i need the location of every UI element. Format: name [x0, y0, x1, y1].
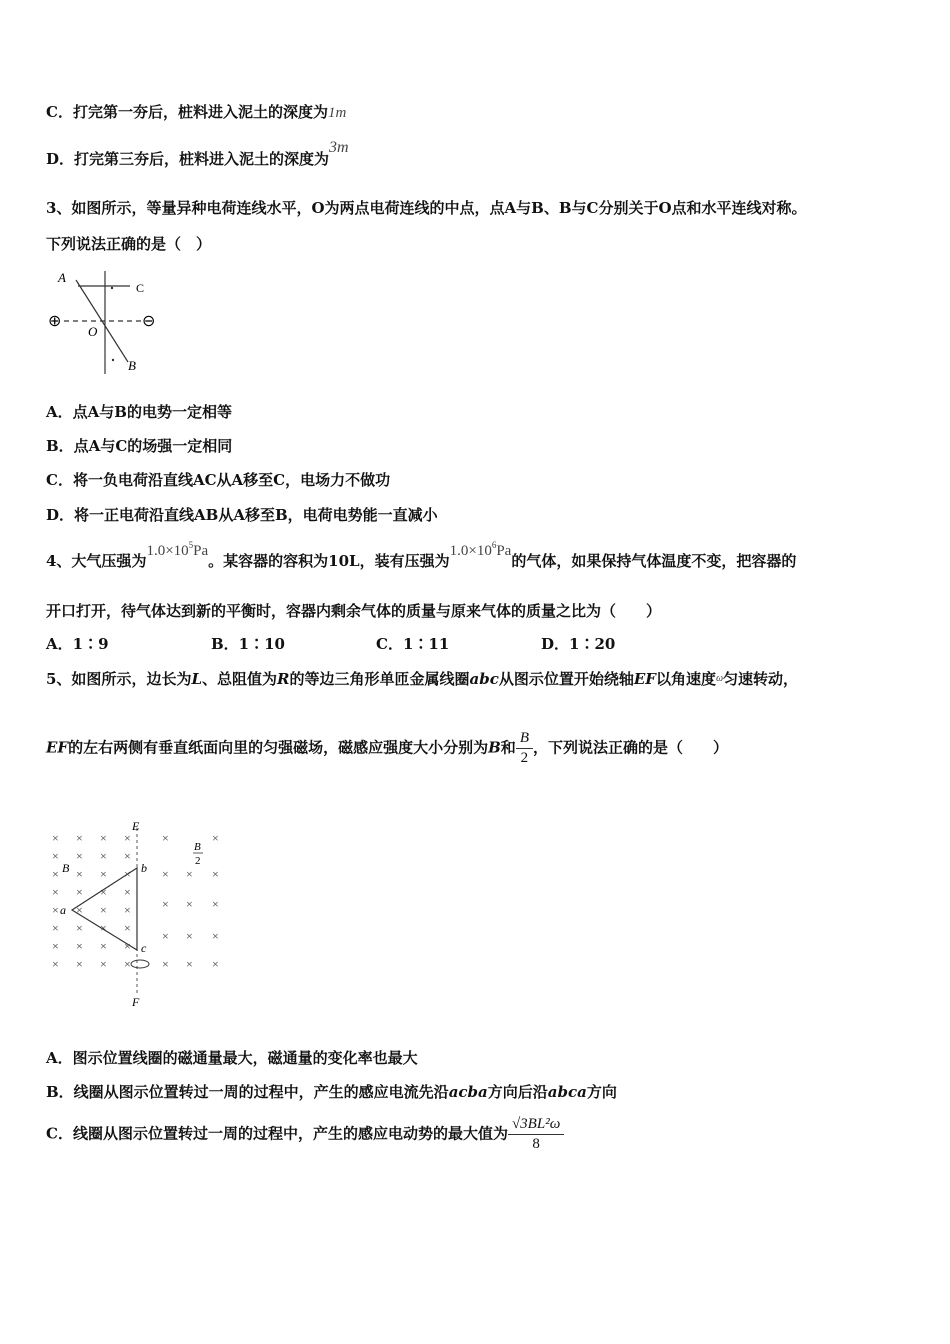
field-cross: × [100, 921, 107, 935]
max-emf-fraction: $\frac{\text{√3BL²ω}}{8}$ [508, 1116, 564, 1153]
q5-stem-line1: 5、如图所示，边长为L、总阻值为R的等边三角形单匝金属线圈abc从图示位置开始绕轴EF以角速度$^\omega$匀速转动， [46, 670, 799, 688]
q3-option-c: C．将一负电荷沿直线AC从A移至C，电场力不做功 [46, 471, 391, 489]
field-cross: × [100, 939, 107, 953]
q3-label-a: A [58, 270, 66, 285]
field-cross: × [100, 885, 107, 899]
atm-pressure: $1.0\times 10^5Pa$ [146, 540, 209, 559]
field-cross: × [212, 897, 219, 911]
q3-stem-line1: 3、如图所示，等量异种电荷连线水平，O为两点电荷连线的中点，点A与B、B与C分别关于O点和水平连线对称。 [46, 199, 807, 217]
field-cross: × [76, 957, 83, 971]
field-cross: × [162, 957, 169, 971]
field-cross: × [100, 957, 107, 971]
q5-option-c: C．线圈从图示位置转过一周的过程中，产生的感应电动势的最大值为 $\frac{\text{√3BL²ω}}{8}$ [46, 1116, 564, 1153]
field-cross: × [212, 831, 219, 845]
q3-option-b: B．点A与C的场强一定相同 [46, 437, 233, 455]
prev-option-d: D．打完第三夯后，桩料进入泥土的深度为3m [46, 139, 349, 168]
field-cross: × [124, 903, 131, 917]
omega-symbol: ω [715, 673, 724, 684]
q5-label-field-b: B [62, 861, 70, 875]
q4-stem-line2: 开口打开，待气体达到新的平衡时，容器内剩余气体的质量与原来气体的质量之比为（ ） [46, 602, 662, 620]
q3-option-d: D．将一正电荷沿直线AB从A移至B，电荷电势能一直减小 [46, 506, 438, 524]
q3-negative-charge-icon: ⊖ [142, 313, 156, 330]
field-cross: × [124, 867, 131, 881]
field-cross: × [162, 897, 169, 911]
field-cross: × [212, 929, 219, 943]
field-cross: × [162, 831, 169, 845]
q3-label-c: C [136, 281, 145, 295]
field-cross: × [124, 849, 131, 863]
field-cross: × [186, 929, 193, 943]
field-cross: × [52, 831, 59, 845]
container-pressure: $1.0\times 10^6Pa$ [449, 540, 512, 559]
field-cross: × [52, 849, 59, 863]
q5-label-half-b-num: B [194, 841, 201, 853]
field-cross: × [100, 903, 107, 917]
prev-option-c: C．打完第一夯后，桩料进入泥土的深度为1m [46, 103, 347, 121]
rotation-arrow-icon [131, 960, 149, 968]
q3-point-c [111, 287, 113, 289]
q3-figure [46, 266, 166, 378]
field-cross: × [76, 921, 83, 935]
q5-option-a: A．图示位置线圈的磁通量最大，磁通量的变化率也最大 [46, 1049, 418, 1067]
q5-label-e: E [132, 819, 140, 833]
field-cross: × [100, 831, 107, 845]
field-cross: × [52, 867, 59, 881]
field-cross: × [52, 957, 59, 971]
q5-label-b: b [141, 861, 147, 875]
field-cross: × [52, 921, 59, 935]
field-cross: × [76, 903, 83, 917]
q4-stem-line1: 4、大气压强为$1.0\times 10^5Pa$。某容器的容积为10L，装有压强为$1.0\times 10^6Pa$的气体，如果保持气体温度不变，把容器的 [46, 540, 797, 570]
q4-option-d: D．1∶20 [541, 635, 616, 653]
field-cross: × [124, 921, 131, 935]
field-cross: × [212, 957, 219, 971]
q3-label-b: B [128, 358, 136, 373]
q5-label-half-b-den: 2 [195, 855, 201, 867]
q5-option-b: B．线圈从图示位置转过一周的过程中，产生的感应电流先沿acba方向后沿abca方向 [46, 1083, 617, 1101]
field-cross: × [212, 867, 219, 881]
field-cross: × [76, 831, 83, 845]
q5-figure [44, 818, 224, 1010]
q4-option-b: B．1∶10 [211, 635, 285, 653]
field-cross: × [186, 957, 193, 971]
field-cross: × [76, 867, 83, 881]
field-cross: × [52, 885, 59, 899]
q3-positive-charge-icon: ⊕ [48, 313, 62, 330]
field-cross: × [186, 897, 193, 911]
q3-label-o: O [88, 324, 98, 339]
field-cross: × [76, 885, 83, 899]
field-cross: × [162, 929, 169, 943]
field-cross: × [124, 957, 131, 971]
q5-label-f: F [132, 995, 140, 1009]
q3-stem-line2: 下列说法正确的是（ ） [46, 235, 212, 253]
field-cross: × [52, 903, 59, 917]
field-cross: × [124, 939, 131, 953]
field-cross: × [76, 849, 83, 863]
field-cross: × [100, 867, 107, 881]
q4-option-c: C．1∶11 [376, 635, 450, 653]
field-cross: × [100, 849, 107, 863]
half-b-fraction: $\frac{B}{2}$ [516, 730, 533, 767]
field-cross: × [124, 831, 131, 845]
q4-options [46, 633, 706, 654]
depth-3m: 3m [329, 139, 349, 156]
field-cross: × [186, 867, 193, 881]
field-cross: × [76, 939, 83, 953]
q3-option-a: A．点A与B的电势一定相等 [46, 403, 232, 421]
field-cross: × [124, 885, 131, 899]
depth-1m: 1m [327, 105, 347, 121]
field-cross: × [52, 939, 59, 953]
q4-option-a: A．1∶9 [46, 635, 109, 653]
q5-label-a: a [60, 903, 66, 917]
q5-label-c: c [141, 941, 147, 955]
q5-stem-line2: EF的左右两侧有垂直纸面向里的匀强磁场，磁感应强度大小分别为B和 $\frac{B}{2}$ ，下列说法正确的是（ ） [46, 730, 728, 766]
field-cross: × [162, 867, 169, 881]
q3-point-b-dot [112, 359, 114, 361]
